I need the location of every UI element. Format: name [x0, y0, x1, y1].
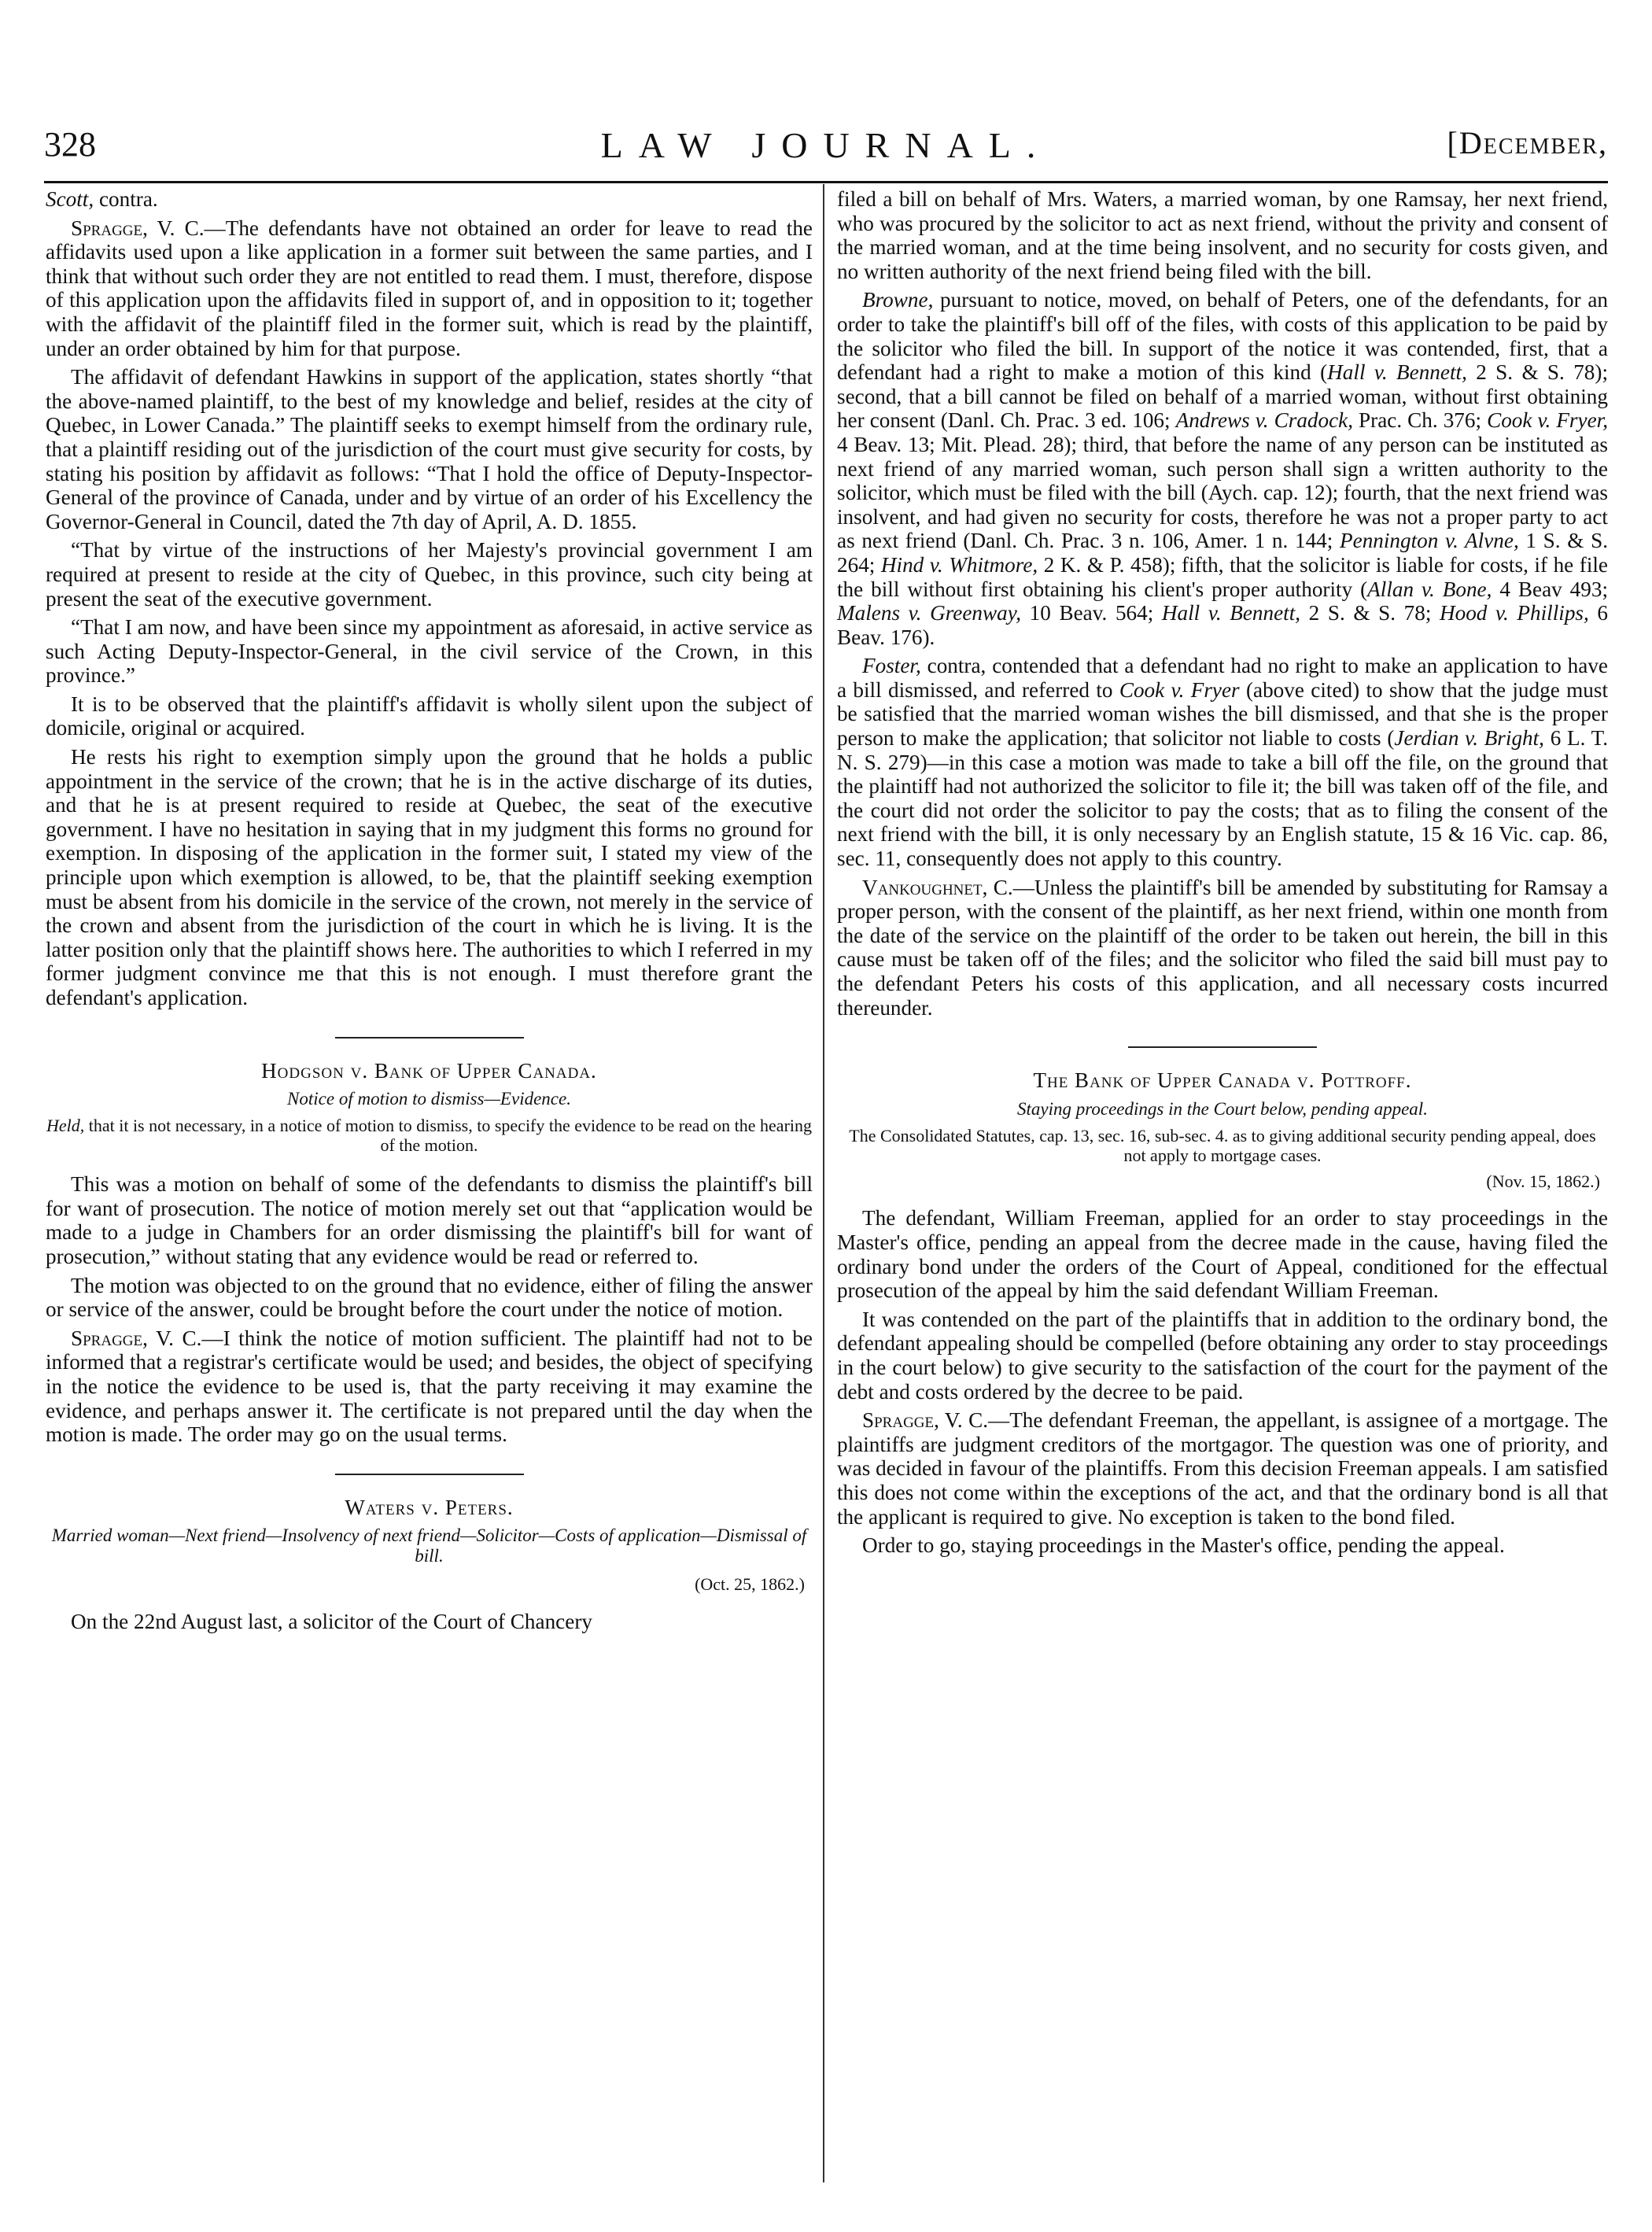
paragraph	[46, 216, 813, 361]
case-citation: Hood v. Phillips,	[1439, 601, 1589, 625]
case-headnote	[46, 1116, 813, 1155]
paragraph	[837, 288, 1608, 649]
paragraph	[46, 187, 813, 212]
text: 10 Beav. 564;	[1021, 601, 1162, 625]
paragraph: He rests his right to exemption simply upon the ground that he holds a public appointment in the service of the crown; that he is in the active discharge of its duties, and that he is at present required to reside at Quebec, the seat of the executive government. I have no hesitation in saying that in my judgment this forms no ground for exemption. In disposing of the application in the former suit, I stated my view of the principle upon which exemption is allowed, to be, that the plaintiff seeking exemption must be absent from his domicile in the service of the crown, not merely in the service of the crown and absent from the jurisdiction of the court in which he is living. It is the latter position only that the plaintiff shows here. The authorities to which I referred in my former judgment convince me that this is not enough. I must therefore grant the defendant's application.	[46, 745, 813, 1009]
text: 2 S. & S. 78;	[1300, 601, 1440, 625]
paragraph: It is to be observed that the plaintiff's affidavit is wholly silent upon the subject of domicile, original or acquired.	[46, 692, 813, 740]
counsel-name: Scott,	[46, 187, 94, 211]
counsel-name: Browne,	[862, 288, 934, 312]
section-separator	[1128, 1046, 1317, 1048]
header-rule	[44, 181, 1608, 183]
paragraph: It was contended on the part of the plaintiffs that in addition to the ordinary bond, the defendant appealing should be compelled (before obtaining any order to stay proceedings in the court below) to give security to the satisfaction of the court for the payment of the debt and costs ordered by the decree to be paid.	[837, 1307, 1608, 1404]
case-citation: Jerdian v. Bright,	[1394, 726, 1544, 751]
paragraph-text: —The defendants have not obtained an order for leave to read the affidavits used upon a like application in a former suit between the same parties, and I think that without such order they are not entitled to read them. I must, therefore, dispose of this application upon the affidavits filed in support of, and in opposition to it; together with the affidavit of the plaintiff filed in the former suit, which is read by the plaintiff, under an order obtained by him for that purpose.	[46, 216, 813, 360]
page-number: 328	[44, 125, 96, 164]
paragraph: This was a motion on behalf of some of the defendants to dismiss the plaintiff's bill for want of prosecution. The notice of motion merely set out that “application would be made to a judge in Chambers for an order dismissing the plaintiff's bill for want of prosecution,” without stating that any evidence would be read or referred to.	[46, 1172, 813, 1268]
paragraph	[837, 1408, 1608, 1529]
journal-title: LAW JOURNAL.	[600, 125, 1052, 165]
text: 4 Beav 493;	[1492, 577, 1608, 601]
counsel-name: Foster,	[862, 654, 921, 678]
right-column	[837, 187, 1608, 1562]
case-citation: Andrews v. Cradock,	[1175, 408, 1354, 433]
case-date: (Nov. 15, 1862.)	[1486, 1171, 1600, 1191]
text: 2 K. & P. 458); fifth, that the solicitor is liable for costs, if he file the bill without first obtaining his client's proper authority (	[837, 552, 1608, 601]
paragraph: On the 22nd August last, a solicitor of the Court of Chancery	[71, 1609, 592, 1633]
case-date: (Oct. 25, 1862.)	[695, 1574, 805, 1595]
case-citation: Cook v. Fryer,	[1487, 408, 1609, 433]
text: 2 S. & S. 78); second, that a bill cannot be filed on behalf of a married woman, without first obtaining her consent (Danl. Ch. Prac. 3 ed. 106;	[837, 360, 1608, 433]
case-citation: Pennington v. Alvne,	[1340, 529, 1519, 553]
text: 6 Beav. 176).	[837, 601, 1608, 649]
text: (above cited) to show that the judge must be satisfied that the married woman wishes the bill dismissed, and that she is the proper person to make the application; that solicitor not liable to costs (	[837, 677, 1608, 751]
case-citation: Hall v. Bennett,	[1327, 360, 1467, 385]
running-month: [December,	[1447, 125, 1608, 160]
paragraph: “That by virtue of the instructions of her Majesty's provincial government I am required at present to reside at the city of Quebec, in this province, such city being at present the seat of the executive government.	[46, 538, 813, 611]
case-subtitle: Married woman—Next friend—Insolvency of next friend—Solicitor—Costs of application—Dismissal of bill.	[51, 1526, 807, 1566]
case-title: Waters v. Peters.	[345, 1495, 514, 1519]
case-subtitle: Notice of motion to dismiss—Evidence.	[287, 1089, 571, 1109]
case-citation: Cook v. Fryer	[1119, 677, 1240, 702]
paragraph-text: —The defendant Freeman, the appellant, is assignee of a mortgage. The plaintiffs are judgment creditors of the mortgagor. The question was one of priority, and was decided in favour of the plaintiffs. From this decision Freeman appeals. I am satisfied this does not come within the exceptions of the act, and that the ordinary bond is all that the applicant is required to give. No exception is taken to the bond filed.	[837, 1408, 1608, 1529]
case-citation: Allan v. Bone,	[1367, 577, 1492, 601]
paragraph: The defendant, William Freeman, applied for an order to stay proceedings in the Master's office, pending an appeal from the decree made in the cause, having filed the ordinary bond under the orders of the Court of Appeal, conditioned for the effectual prosecution of the appeal by him the said defendant William Freeman.	[837, 1206, 1608, 1303]
text: contra, contended that a defendant had no right to make an application to have a bill dismissed, and referred to	[837, 654, 1608, 702]
paragraph: The motion was objected to on the ground that no evidence, either of filing the answer or service of the answer, could be brought before the court under the notice of motion.	[46, 1273, 813, 1322]
case-citation: Hind v. Whitmore,	[880, 552, 1038, 577]
paragraph-text: contra.	[94, 187, 158, 211]
judge-name: Vankoughnet, C.	[862, 875, 1013, 899]
case-headnote: The Consolidated Statutes, cap. 13, sec. 16, sub-sec. 4. as to giving additional security pending appeal, does not apply to mortgage cases.	[849, 1125, 1596, 1165]
paragraph-text: —Unless the plaintiff's bill be amended by substituting for Ramsay a proper person, with the consent of the plaintiff, as her next friend, within one month from the date of the service on the plaintiff of the order to be taken out herein, the bill in this cause must be taken off of the files; and the solicitor who filed the said bill must pay to the defendant Peters his costs of this application, and all necessary costs incurred thereunder.	[837, 875, 1609, 1020]
text: 6 L. T. N. S. 279)—in this case a motion was made to take a bill off the file, on the ground that the plaintiff had not authorized the solicitor to file it; the bill was taken off of the file, and the court did not order the solicitor to pay the costs; that as to filing the consent of the next friend with the bill, it is only necessary by an English statute, 15 & 16 Vic. cap. 86, sec. 11, consequently does not apply to this country.	[837, 726, 1608, 871]
case-subtitle: Staying proceedings in the Court below, pending appeal.	[1017, 1098, 1428, 1119]
paragraph	[46, 1326, 813, 1447]
paragraph: filed a bill on behalf of Mrs. Waters, a married woman, by one Ramsay, her next friend, who was procured by the solicitor to act as next friend, without the privity and consent of the married woman, and at the time being insolvent, and no security for costs given, and no written authority of the next friend being filed with the bill.	[837, 187, 1608, 283]
judge-name: Spragge, V. C.	[862, 1408, 989, 1433]
paragraph	[837, 876, 1608, 1020]
paragraph: The affidavit of defendant Hawkins in support of the application, states shortly “that the above-named plaintiff, to the best of my knowledge and belief, resides at the city of Quebec, in Lower Canada.” The plaintiff seeks to exempt himself from the ordinary rule, that a plaintiff residing out of the jurisdiction of the court must give security for costs, by stating his position by affidavit as follows: “That I hold the office of Deputy-Inspector-General of the province of Canada, under and by virtue of an order of his Excellency the Governor-General in Council, dated the 7th day of April, A. D. 1855.	[46, 365, 813, 533]
case-citation: Hall v. Bennett,	[1161, 601, 1301, 625]
section-separator	[335, 1474, 524, 1475]
left-column	[46, 187, 813, 1639]
judge-name: Spragge, V. C.	[71, 216, 205, 240]
text: 4 Beav. 13; Mit. Plead. 28); third, that before the name of any person can be instituted as next friend of any married woman, such person shall sign a written authority to the solicitor, which must be filed with the bill (Aych. cap. 12); fourth, that the next friend was insolvent, and had given no security for costs, therefore he was not a proper party to act as next friend (Danl. Ch. Prac. 3 n. 106, Amer. 1 n. 144;	[837, 432, 1608, 553]
section-separator	[335, 1037, 524, 1039]
text: 1 S. & S. 264;	[837, 529, 1609, 577]
page-header	[44, 124, 1608, 172]
text: pursuant to notice, moved, on behalf of Peters, one of the defendants, for an order to take the plaintiff's bill off of the files, with costs of this application to be paid by the solicitor who filed the bill. In support of the notice it was contended, first, that a defendant had a right to make a motion of this kind (	[837, 288, 1608, 385]
paragraph: “That I am now, and have been since my appointment as aforesaid, in active service as such Acting Deputy-Inspector-General, in the civil service of the Crown, in this province.”	[46, 615, 813, 688]
judge-name: Spragge, V. C.	[71, 1326, 202, 1350]
paragraph: Order to go, staying proceedings in the Master's office, pending the appeal.	[862, 1533, 1505, 1558]
held-label: Held,	[46, 1116, 85, 1136]
text: Prac. Ch. 376;	[1353, 408, 1488, 433]
paragraph	[837, 654, 1608, 870]
case-title: The Bank of Upper Canada v. Pottroff.	[1033, 1068, 1412, 1093]
case-citation: Malens v. Greenway,	[837, 601, 1022, 625]
headnote-text: that it is not necessary, in a notice of motion to dismiss, to specify the evidence to be read on the hearing of the motion.	[84, 1116, 813, 1156]
column-divider	[823, 184, 824, 2182]
case-title: Hodgson v. Bank of Upper Canada.	[261, 1058, 597, 1083]
paragraph-text: —I think the notice of motion sufficient. The plaintiff had not to be informed that a registrar's certificate would be used; and besides, the object of specifying in the notice the evidence to be used is, that the party receiving it may examine the evidence, and perhaps answer it. The certificate is not prepared until the day when the motion is made. The order may go on the usual terms.	[46, 1326, 813, 1447]
